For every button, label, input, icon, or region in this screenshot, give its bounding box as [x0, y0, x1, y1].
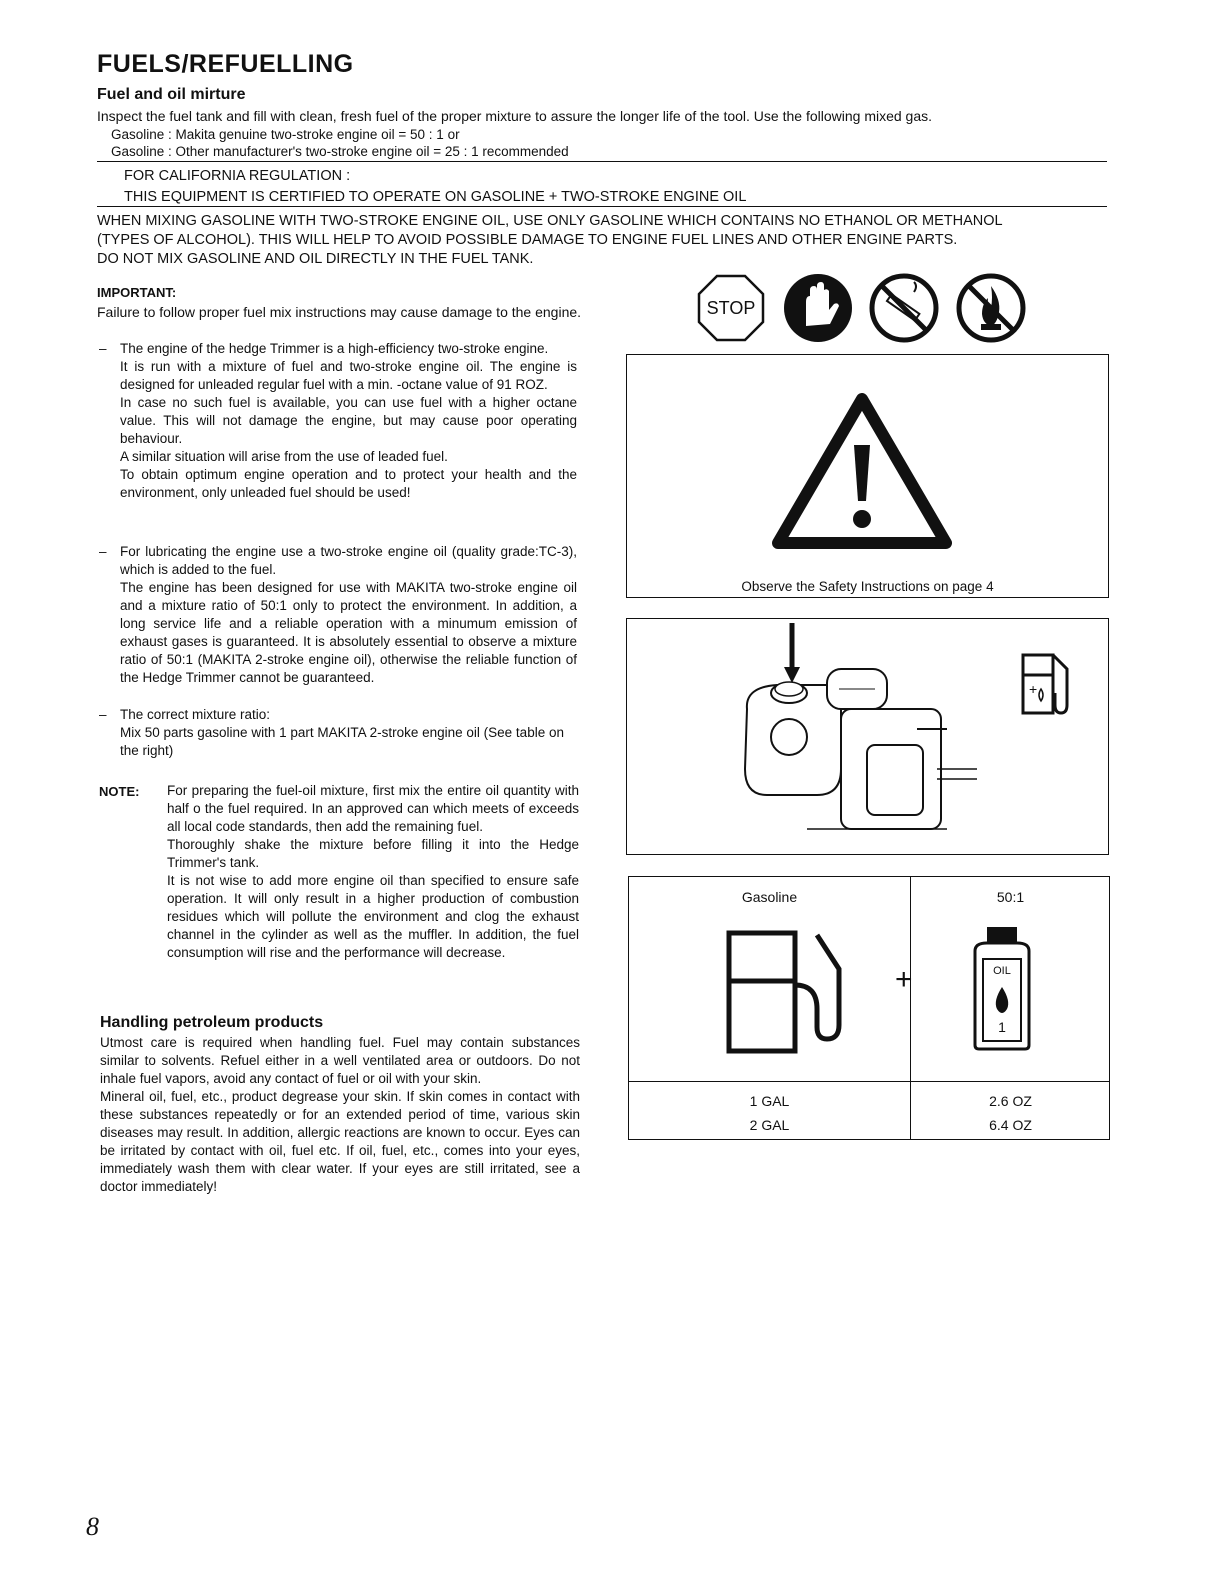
- fuel-mix-table: [628, 876, 1110, 1140]
- bullet-lubrication-info: For lubricating the engine use a two-stroke engine oil (quality grade:TC-3), which is added to the fuel. The engine has been designed for use with MAKITA two-stroke engine oil and a mixture ratio of 50:1 only to protect the environment. In addition, a long service life and a reliable operation with a minumum emission of exhaust gases is guaranteed. It is absolutely essential to observe a mixture ratio of 50:1 (MAKITA 2-stroke engine oil), otherwise the reliable function of the Hedge Trimmer cannot be guaranteed.: [120, 544, 577, 685]
- safety-box: [626, 354, 1109, 598]
- table-cell-gasoline-row2: 2 GAL: [749, 1117, 790, 1133]
- engine-illustration-box: [626, 618, 1109, 855]
- no-smoking-icon: [868, 272, 940, 344]
- divider: [97, 206, 1107, 207]
- svg-text:+: +: [1029, 681, 1038, 697]
- svg-text:STOP: STOP: [706, 298, 756, 318]
- important-text: Failure to follow proper fuel mix instructions may cause damage to the engine.: [97, 304, 582, 320]
- stop-icon: [695, 272, 767, 344]
- bullet-dash: –: [99, 707, 107, 722]
- mix-ratio-makita: Gasoline : Makita genuine two-stroke engine oil = 50 : 1 or: [111, 127, 460, 142]
- table-row-divider: [629, 1081, 1109, 1082]
- no-open-flame-icon: [955, 272, 1027, 344]
- table-cell-oil-row2: 6.4 OZ: [989, 1117, 1032, 1133]
- ethanol-warning-line-1: WHEN MIXING GASOLINE WITH TWO-STROKE ENGINE OIL, USE ONLY GASOLINE WHICH CONTAINS NO ETHANOL OR METHANOL: [97, 213, 1003, 229]
- handling-text: Utmost care is required when handling fuel. Fuel may contain substances similar to solvents. Refuel either in a well ventilated area or outdoors. Do not inhale fuel vapors, avoid any contact of fuel or oil with your skin. Mineral oil, fuel, etc., product degrease your skin. If skin comes in contact with these substances repeatedly or for an extended period of time, various skin diseases may result. In addition, allergic reactions are known to occur. Eyes can be irritated by contact with oil, fuel etc. If oil, fuel, etc., comes into your eyes, immediately wash them with clear water. If your eyes are still irritated, see a doctor immediately!: [100, 1035, 580, 1194]
- oil-label: OIL: [993, 965, 1011, 977]
- safety-caption: Observe the Safety Instructions on page 4: [741, 579, 994, 594]
- warning-triangle-icon: [772, 393, 952, 549]
- gloves-icon: [782, 272, 854, 344]
- fuel-mix-intro: Inspect the fuel tank and fill with clean, fresh fuel of the proper mixture to assure the longer life of the tool. Use the following mixed gas.: [97, 108, 933, 124]
- table-header-ratio: 50:1: [996, 889, 1025, 905]
- note-label: NOTE:: [99, 784, 140, 799]
- page-title: FUELS/REFUELLING: [97, 50, 354, 78]
- california-text: THIS EQUIPMENT IS CERTIFIED TO OPERATE ON GASOLINE + TWO-STROKE ENGINE OIL: [124, 189, 747, 205]
- bullet-dash: –: [99, 544, 107, 559]
- fuel-pump-icon: [1019, 649, 1089, 719]
- gasoline-pump-icon: [725, 929, 845, 1055]
- bullet-mixture-ratio: The correct mixture ratio: Mix 50 parts gasoline with 1 part MAKITA 2-stroke engine oil (See table on the right): [120, 707, 564, 758]
- section-heading-handling: Handling petroleum products: [100, 1014, 324, 1031]
- ethanol-warning-line-3: DO NOT MIX GASOLINE AND OIL DIRECTLY IN THE FUEL TANK.: [97, 251, 534, 267]
- plus-sign: +: [895, 963, 913, 996]
- important-label: IMPORTANT:: [97, 285, 177, 300]
- section-heading-fuel-mix: Fuel and oil mirture: [97, 86, 246, 103]
- oil-number: 1: [998, 1019, 1006, 1035]
- bullet-engine-info: The engine of the hedge Trimmer is a high-efficiency two-stroke engine. It is run with a mixture of fuel and two-stroke engine oil. The engine is designed for unleaded regular fuel with a min. -octane value of 91 ROZ. In case no such fuel is available, you can use fuel with a higher octane value. This will not damage the engine, but may cause poor operating behaviour. A similar situation will arise from the use of leaded fuel. To obtain optimum engine operation and to protect your health and the environment, only unleaded fuel should be used!: [120, 341, 577, 500]
- mix-ratio-other: Gasoline : Other manufacturer's two-stroke engine oil = 25 : 1 recommended: [111, 144, 569, 159]
- divider: [97, 161, 1107, 162]
- ethanol-warning-line-2: (TYPES OF ALCOHOL). THIS WILL HELP TO AVOID POSSIBLE DAMAGE TO ENGINE FUEL LINES AND OTHER ENGINE PARTS.: [97, 232, 958, 248]
- table-cell-gasoline-row1: 1 GAL: [749, 1093, 790, 1109]
- table-header-gasoline: Gasoline: [741, 889, 798, 905]
- page-number: 8: [86, 1512, 99, 1541]
- table-cell-oil-row1: 2.6 OZ: [989, 1093, 1032, 1109]
- oil-bottle-icon: [969, 925, 1035, 1053]
- bullet-dash: –: [99, 341, 107, 356]
- note-text: For preparing the fuel-oil mixture, first mix the entire oil quantity with half o the fuel required. In an approved can which meets of exceeds all local code standards, then add the remaining fuel. Thoroughly shake the mixture before filling it into the Hedge Trimmer's tank. It is not wise to add more engine oil than specified to ensure safe operation. It will only result in a higher production of combustion residues which will pollute the environment and clog the exhaust channel in the cylinder as well as the muffler. In addition, the fuel consumption will rise and the performance will decrease.: [167, 783, 579, 960]
- california-label: FOR CALIFORNIA REGULATION :: [124, 168, 351, 184]
